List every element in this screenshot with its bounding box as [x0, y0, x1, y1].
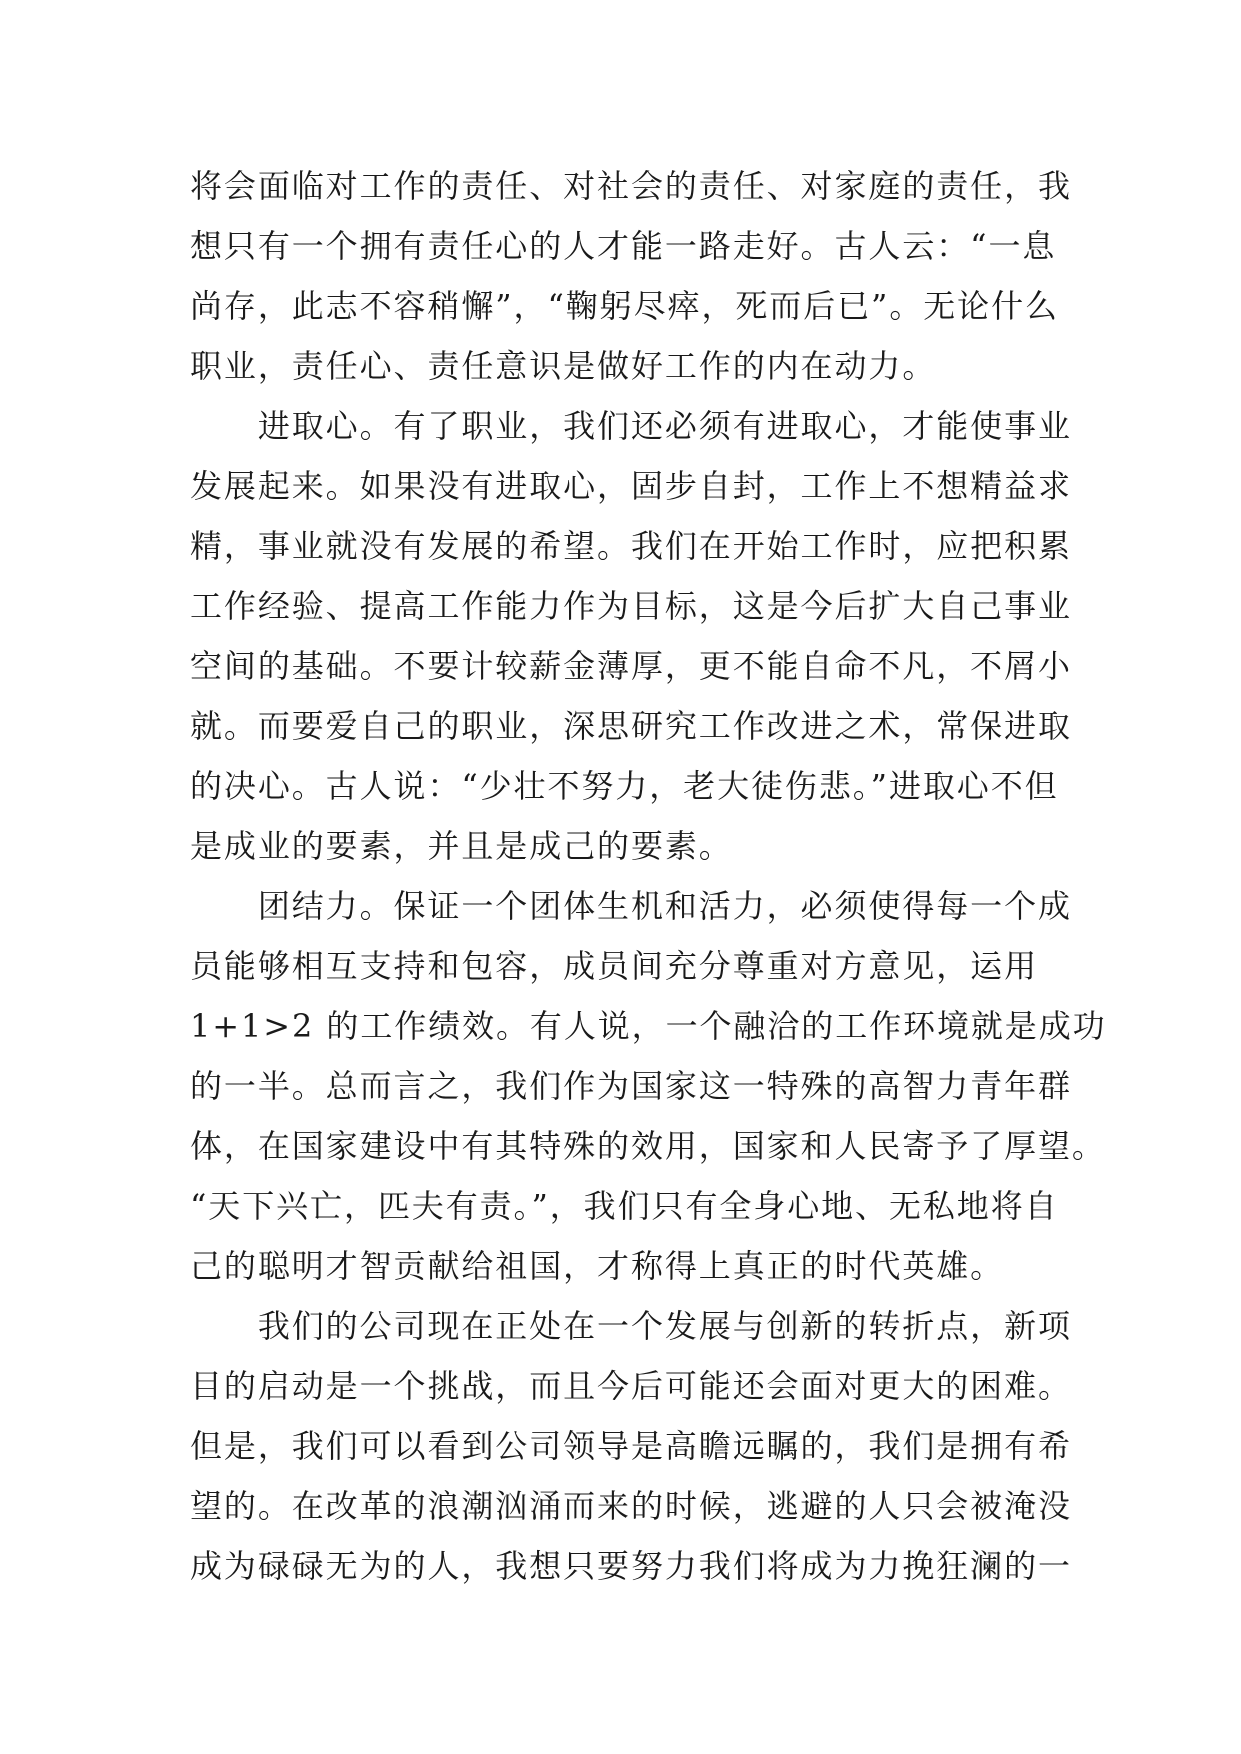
text-line: 工作经验、提高工作能力作为目标，这是今后扩大自己事业 — [190, 587, 1072, 625]
text-line: 就。而要爱自己的职业，深思研究工作改进之术，常保进取 — [190, 707, 1072, 745]
body-text — [190, 156, 1107, 1596]
text-line: 目的启动是一个挑战，而且今后可能还会面对更大的困难。 — [190, 1367, 1072, 1405]
text-line: 成为碌碌无为的人，我想只要努力我们将成为力挽狂澜的一 — [190, 1547, 1072, 1585]
text-line: 员能够相互支持和包容，成员间充分尊重对方意见，运用 — [190, 947, 1039, 985]
text-line: 发展起来。如果没有进取心，固步自封，工作上不想精益求 — [190, 467, 1072, 505]
text-line: 精，事业就没有发展的希望。我们在开始工作时，应把积累 — [190, 527, 1072, 565]
text-line: 但是，我们可以看到公司领导是高瞻远瞩的，我们是拥有希 — [190, 1427, 1072, 1465]
text-line: 的一半。总而言之，我们作为国家这一特殊的高智力青年群 — [190, 1067, 1072, 1105]
text-line: 我们的公司现在正处在一个发展与创新的转折点，新项 — [190, 1307, 1072, 1345]
text-line: 己的聪明才智贡献给祖国，才称得上真正的时代英雄。 — [190, 1247, 1005, 1285]
text-line: 是成业的要素，并且是成己的要素。 — [190, 827, 733, 865]
text-line: 将会面临对工作的责任、对社会的责任、对家庭的责任，我 — [190, 167, 1072, 205]
text-line: 进取心。有了职业，我们还必须有进取心，才能使事业 — [190, 407, 1072, 445]
text-line: 团结力。保证一个团体生机和活力，必须使得每一个成 — [190, 887, 1072, 925]
text-line: 1+1>2 的工作绩效。有人说，一个融洽的工作环境就是成功 — [190, 1007, 1107, 1045]
text-line: “天下兴亡，匹夫有责。”，我们只有全身心地、无私地将自 — [190, 1187, 1059, 1225]
text-line: 的决心。古人说：“少壮不努力，老大徒伤悲。”进取心不但 — [190, 767, 1059, 805]
text-line: 体，在国家建设中有其特殊的效用，国家和人民寄予了厚望。 — [190, 1127, 1106, 1165]
text-line: 想只有一个拥有责任心的人才能一路走好。古人云：“一息 — [190, 227, 1057, 265]
text-line: 职业，责任心、责任意识是做好工作的内在动力。 — [190, 347, 937, 385]
text-line: 尚存，此志不容稍懈”，“鞠躬尽瘁，死而后已”。无论什么 — [190, 287, 1059, 325]
text-line: 望的。在改革的浪潮汹涌而来的时候，逃避的人只会被淹没 — [190, 1487, 1072, 1525]
text-line: 空间的基础。不要计较薪金薄厚，更不能自命不凡，不屑小 — [190, 647, 1072, 685]
